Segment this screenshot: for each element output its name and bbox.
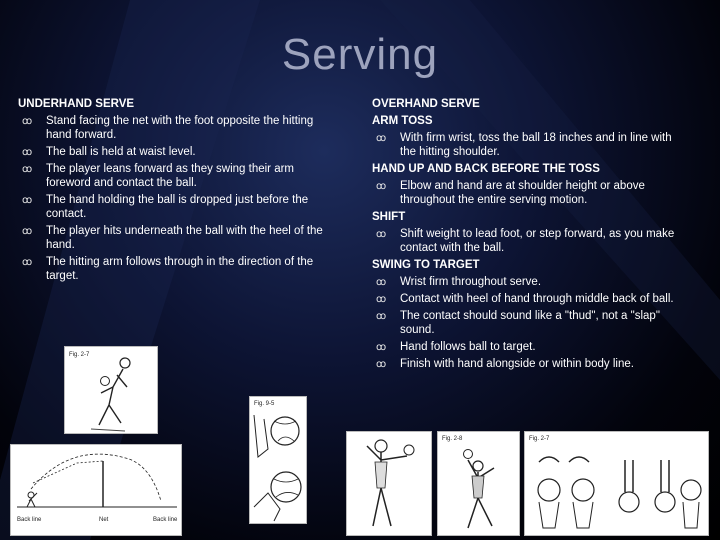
list-item: ꝏ Elbow and hand are at shoulder height or above throughout the entire serving motion.: [376, 180, 645, 206]
figure-caption: Fig. 2-7: [529, 436, 550, 442]
underhand-serve-column: [18, 95, 328, 286]
figure-caption: Fig. 2-8: [442, 436, 463, 442]
bullet-icon: ꝏ: [376, 342, 387, 353]
bullet-icon: ꝏ: [376, 311, 387, 322]
underhand-serve-heading: UNDERHAND SERVE: [18, 98, 135, 110]
list-item: ꝏ With firm wrist, toss the ball 18 inches and in line with the hitting shoulder.: [376, 132, 672, 158]
list-item: ꝏ Finish with hand alongside or within body line.: [376, 358, 634, 370]
arm-toss-heading: ARM TOSS: [372, 115, 433, 127]
bullet-icon: ꝏ: [376, 359, 387, 370]
bullet-icon: ꝏ: [22, 116, 33, 127]
list-item: ꝏ The contact should sound like a "thud", not a "slap" sound.: [376, 310, 660, 336]
baseline-left-label: Back line: [17, 517, 42, 523]
bullet-icon: ꝏ: [376, 229, 387, 240]
overhand-serve-column: [372, 95, 682, 374]
hand-sequence-figure: [524, 431, 709, 536]
bullet-icon: ꝏ: [22, 257, 33, 268]
bullet-icon: ꝏ: [376, 181, 387, 192]
bullet-icon: ꝏ: [376, 277, 387, 288]
net-label: Net: [99, 517, 109, 523]
list-item: ꝏ The player hits underneath the ball with the heel of the hand.: [22, 225, 323, 251]
overhand-shift-figure: [437, 431, 520, 536]
list-item: ꝏ The hand holding the ball is dropped just before the contact.: [22, 194, 309, 220]
hand-contact-figure: [249, 396, 307, 524]
bullet-icon: ꝏ: [22, 226, 33, 237]
bullet-icon: ꝏ: [22, 147, 33, 158]
list-item: ꝏ The ball is held at waist level.: [22, 146, 196, 158]
figure-caption: Fig. 9-5: [254, 401, 275, 407]
overhand-toss-figure: [346, 431, 432, 536]
bullet-icon: ꝏ: [376, 133, 387, 144]
list-item: ꝏ Wrist firm throughout serve.: [376, 276, 542, 288]
shift-heading: SHIFT: [372, 211, 406, 223]
list-item: ꝏ Contact with heel of hand through middle back of ball.: [376, 293, 674, 305]
slide-title: Serving: [281, 30, 439, 79]
swing-to-target-heading: SWING TO TARGET: [372, 259, 480, 271]
list-item: ꝏ Shift weight to lead foot, or step forward, as you make contact with the ball.: [376, 228, 675, 254]
bullet-icon: ꝏ: [22, 195, 33, 206]
bullet-icon: ꝏ: [376, 294, 387, 305]
underhand-serve-figure: [64, 346, 158, 434]
overhand-serve-heading: OVERHAND SERVE: [372, 98, 480, 110]
list-item: ꝏ Stand facing the net with the foot opposite the hitting hand forward.: [22, 115, 314, 141]
list-item: ꝏ Hand follows ball to target.: [376, 341, 536, 353]
bullet-icon: ꝏ: [22, 164, 33, 175]
figure-caption: Fig. 2-7: [69, 352, 90, 358]
serve-trajectory-diagram: [10, 444, 182, 536]
list-item: ꝏ The player leans forward as they swing their arm foreword and contact the ball.: [22, 163, 294, 189]
hand-up-heading: HAND UP AND BACK BEFORE THE TOSS: [372, 163, 600, 175]
list-item: ꝏ The hitting arm follows through in the direction of the target.: [22, 256, 314, 282]
baseline-right-label: Back line: [153, 517, 178, 523]
